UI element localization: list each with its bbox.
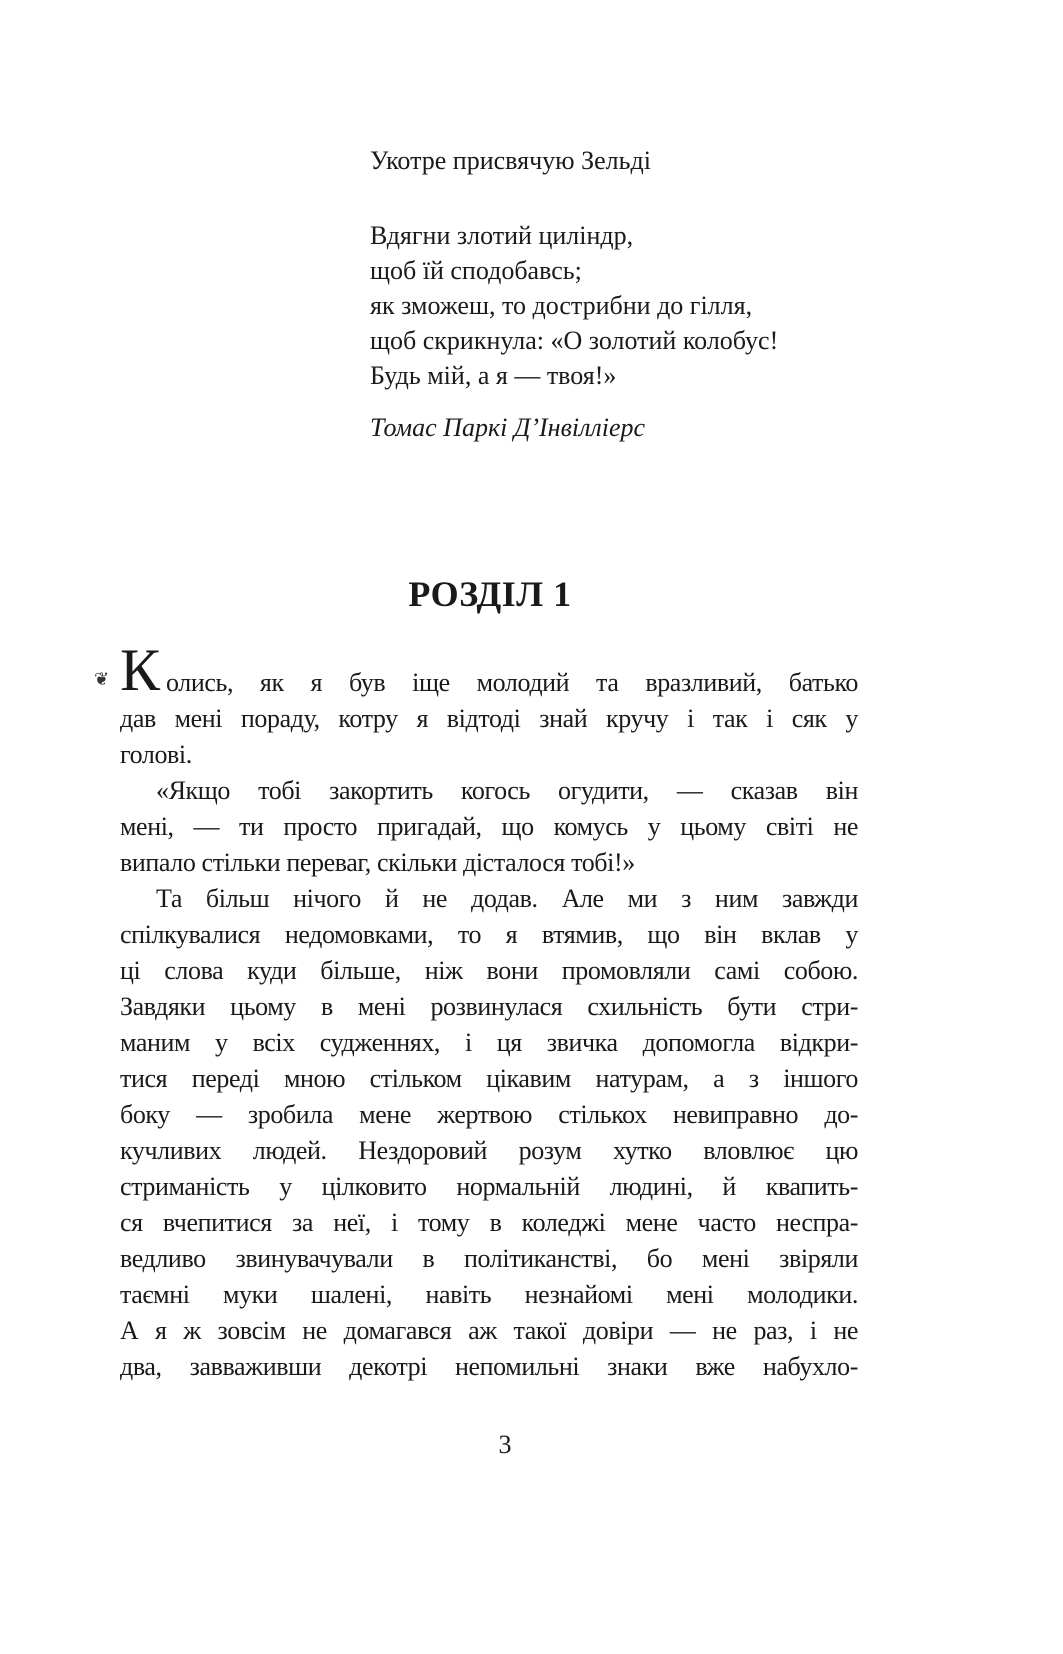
text-line: спілкувалися недомовками, то я втямив, що він вклав у [120,920,858,949]
text-line: Та більш нічого й не додав. Але ми з ним завжди [156,884,858,913]
text-line: ці слова куди більше, ніж вони промовляли самі собою. [120,956,858,985]
text-line [94,637,858,703]
poem-line: щоб їй сподобавсь; [370,256,582,285]
dedication: Укотре присвячую Зельді [370,146,651,175]
poem-line: щоб скрикнула: «О золотий колобус! [370,326,779,355]
chapter-title: РОЗДІЛ 1 [408,574,572,614]
ornament-icon: ❦ [94,669,110,689]
text-line: ведливо звинувачували в політиканстві, бо мені звіряли [120,1244,858,1273]
first-line-text: олись, як я був іще молодий та вразливий, батько [166,668,858,697]
text-line: боку — зробила мене жертвою стількох невиправно до- [120,1100,858,1129]
text-line: мені, — ти просто пригадай, що комусь у цьому світі не [120,812,858,841]
poem-line: Будь мій, а я — твоя!» [370,361,617,390]
epigraph-poem [370,218,778,393]
poem-line: як зможеш, то дострибни до гілля, [370,291,753,320]
text-line: таємні муки шалені, навіть незнайомі мені молодики. [120,1280,858,1309]
text-line: стриманість у цілковито нормальній людині, й квапить- [120,1172,858,1201]
text-line: голові. [120,740,192,769]
text-line: кучливих людей. Нездоровий розум хутко вловлює цю [120,1136,858,1165]
text-line: дав мені пораду, котру я відтоді знай кручу і так і сяк у [120,704,858,733]
text-line: А я ж зовсім не домагався аж такої довіри — не раз, і не [120,1316,858,1345]
text-line: тися переді мною стільком цікавим натурам, а з іншого [120,1064,858,1093]
page-number: 3 [498,1430,512,1459]
text-line: маним у всіх судженнях, і ця звичка допомогла відкри- [120,1028,858,1057]
text-line: Завдяки цьому в мені розвинулася схильність бути стри- [120,992,858,1021]
text-line: два, завваживши декотрі непомильні знаки вже набухло- [120,1352,858,1381]
text-line: випало стільки переваг, скільки дісталося тобі!» [120,848,635,877]
drop-cap [94,637,164,703]
text-line: «Якщо тобі закортить когось огудити, — сказав він [156,776,858,805]
epigraph-author: Томас Паркі Д’Інвілліерс [370,413,646,442]
text-line: ся вчепитися за неї, і тому в коледжі мене часто неспра- [120,1208,858,1237]
drop-cap-letter: К [120,637,161,703]
poem-line: Вдягни злотий циліндр, [370,221,634,250]
body-text [94,637,858,1385]
